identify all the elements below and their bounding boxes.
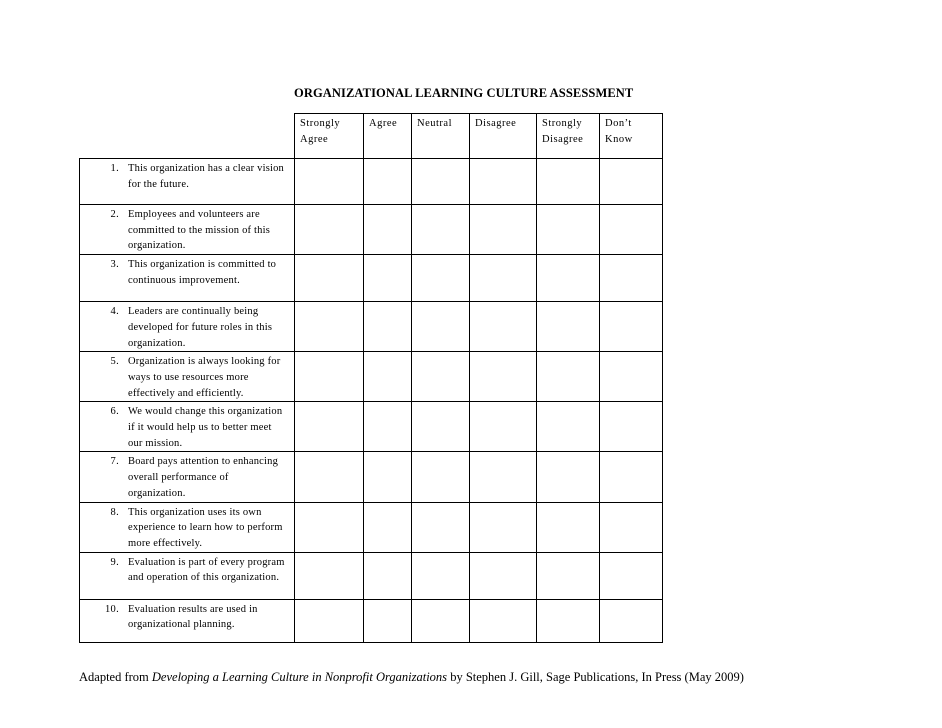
response-cell-agree[interactable]: [364, 159, 412, 205]
header-label-line1: Neutral: [417, 118, 452, 129]
header-neutral: [412, 114, 470, 159]
response-cell-disagree[interactable]: [470, 502, 537, 552]
response-cell-neutral[interactable]: [412, 205, 470, 255]
response-cell-agree[interactable]: [364, 502, 412, 552]
question-cell: [80, 159, 295, 205]
response-cell-agree[interactable]: [364, 205, 412, 255]
header-label-line2: Disagree: [542, 134, 584, 145]
response-cell-strongly-disagree[interactable]: [537, 502, 600, 552]
header-label-line2: Know: [605, 134, 633, 145]
header-label-line1: Strongly: [542, 118, 583, 129]
response-cell-neutral[interactable]: [412, 402, 470, 452]
response-cell-dont-know[interactable]: [600, 452, 663, 502]
header-agree: [364, 114, 412, 159]
response-cell-agree[interactable]: [364, 552, 412, 599]
response-cell-agree[interactable]: [364, 255, 412, 302]
header-label-line1: Don’t: [605, 118, 632, 129]
response-cell-strongly-agree[interactable]: [295, 402, 364, 452]
response-cell-disagree[interactable]: [470, 159, 537, 205]
response-cell-strongly-agree[interactable]: [295, 255, 364, 302]
response-cell-strongly-disagree[interactable]: [537, 552, 600, 599]
question-item: [80, 553, 294, 586]
question-number: 5.: [110, 356, 119, 368]
question-number: 7.: [110, 456, 119, 468]
question-number: 3.: [110, 259, 119, 271]
table-row: [80, 452, 663, 502]
question-item: [80, 402, 294, 451]
response-cell-disagree[interactable]: [470, 402, 537, 452]
response-cell-agree[interactable]: [364, 352, 412, 402]
question-item: [80, 352, 294, 401]
question-cell: [80, 502, 295, 552]
question-text: Evaluation is part of every program and operation of this organization.: [128, 556, 285, 584]
header-blank-cell: [80, 114, 295, 159]
header-disagree: [470, 114, 537, 159]
response-cell-disagree[interactable]: [470, 352, 537, 402]
question-text: Organization is always looking for ways to use resources more effectively and efficiently.: [128, 356, 281, 399]
response-cell-dont-know[interactable]: [600, 502, 663, 552]
header-strongly-agree: [295, 114, 364, 159]
question-number: 2.: [110, 209, 119, 220]
table-row: [80, 599, 663, 642]
question-item: [80, 255, 294, 288]
table-row: [80, 502, 663, 552]
question-cell: [80, 402, 295, 452]
document-title: ORGANIZATIONAL LEARNING CULTURE ASSESSMENT: [294, 86, 634, 100]
question-number: 8.: [110, 506, 119, 518]
table-row: [80, 302, 663, 352]
response-cell-strongly-disagree[interactable]: [537, 599, 600, 642]
table-row: [80, 552, 663, 599]
question-cell: [80, 205, 295, 255]
response-cell-agree[interactable]: [364, 302, 412, 352]
question-item: [80, 159, 294, 192]
assessment-table: [79, 113, 663, 643]
response-cell-strongly-disagree[interactable]: [537, 402, 600, 452]
response-cell-dont-know[interactable]: [600, 352, 663, 402]
response-cell-disagree[interactable]: [470, 255, 537, 302]
response-cell-strongly-disagree[interactable]: [537, 352, 600, 402]
response-cell-strongly-agree[interactable]: [295, 159, 364, 205]
table-row: [80, 255, 663, 302]
response-cell-disagree[interactable]: [470, 452, 537, 502]
response-cell-neutral[interactable]: [412, 452, 470, 502]
header-label-line1: Strongly: [300, 118, 341, 129]
response-cell-dont-know[interactable]: [600, 205, 663, 255]
response-cell-agree[interactable]: [364, 402, 412, 452]
response-cell-strongly-disagree[interactable]: [537, 452, 600, 502]
table-row: [80, 402, 663, 452]
response-cell-dont-know[interactable]: [600, 302, 663, 352]
table-body: [80, 159, 663, 643]
footer-prefix: Adapted from: [79, 670, 152, 684]
response-cell-strongly-agree[interactable]: [295, 302, 364, 352]
question-cell: [80, 552, 295, 599]
response-cell-agree[interactable]: [364, 452, 412, 502]
header-label-line1: Disagree: [475, 118, 517, 129]
question-cell: [80, 599, 295, 642]
question-cell: [80, 255, 295, 302]
response-cell-neutral[interactable]: [412, 502, 470, 552]
footer-book-title: Developing a Learning Culture in Nonprofit Organizations: [151, 670, 448, 684]
response-cell-strongly-agree[interactable]: [295, 552, 364, 599]
response-cell-dont-know[interactable]: [600, 402, 663, 452]
question-text: Leaders are continually being developed for future roles in this organization.: [128, 306, 273, 349]
question-text: Employees and volunteers are committed to the mission of this organization.: [128, 209, 271, 252]
response-cell-neutral[interactable]: [412, 159, 470, 205]
footer-citation: [79, 670, 744, 685]
question-cell: [80, 302, 295, 352]
question-number: 4.: [110, 306, 119, 318]
question-item: [80, 302, 294, 351]
question-text: We would change this organization if it would help us to better meet our mission.: [128, 406, 283, 449]
question-item: [80, 503, 294, 552]
response-cell-dont-know[interactable]: [600, 159, 663, 205]
header-label-line2: Agree: [300, 134, 329, 145]
response-cell-agree[interactable]: [364, 599, 412, 642]
question-cell: [80, 352, 295, 402]
header-dont-know: [600, 114, 663, 159]
response-cell-neutral[interactable]: [412, 255, 470, 302]
response-cell-strongly-disagree[interactable]: [537, 302, 600, 352]
response-cell-strongly-disagree[interactable]: [537, 205, 600, 255]
footer-suffix: by Stephen J. Gill, Sage Publications, In Press (May 2009): [447, 670, 744, 684]
response-cell-strongly-agree[interactable]: [295, 452, 364, 502]
response-cell-disagree[interactable]: [470, 205, 537, 255]
question-text: This organization is committed to continuous improvement.: [128, 259, 277, 286]
question-text: Board pays attention to enhancing overall performance of organization.: [128, 456, 279, 499]
table-header-row: [80, 114, 663, 159]
question-item: [80, 205, 294, 254]
question-number: 9.: [110, 556, 119, 568]
response-cell-neutral[interactable]: [412, 599, 470, 642]
response-cell-strongly-disagree[interactable]: [537, 255, 600, 302]
response-cell-neutral[interactable]: [412, 352, 470, 402]
table-row: [80, 205, 663, 255]
response-cell-strongly-agree[interactable]: [295, 205, 364, 255]
question-text: Evaluation results are used in organizational planning.: [128, 603, 258, 631]
response-cell-strongly-agree[interactable]: [295, 352, 364, 402]
question-cell: [80, 452, 295, 502]
question-item: [80, 452, 294, 501]
question-number: 6.: [110, 406, 119, 418]
response-cell-dont-know[interactable]: [600, 552, 663, 599]
question-item: [80, 600, 294, 633]
table-row: [80, 352, 663, 402]
question-number: 10.: [104, 603, 119, 615]
response-cell-disagree[interactable]: [470, 599, 537, 642]
question-text: This organization uses its own experience to learn how to perform more effectively.: [128, 506, 283, 549]
response-cell-disagree[interactable]: [470, 302, 537, 352]
response-cell-neutral[interactable]: [412, 552, 470, 599]
response-cell-dont-know[interactable]: [600, 599, 663, 642]
response-cell-neutral[interactable]: [412, 302, 470, 352]
response-cell-disagree[interactable]: [470, 552, 537, 599]
response-cell-dont-know[interactable]: [600, 255, 663, 302]
header-label-line1: Agree: [369, 118, 398, 129]
question-number: 1.: [110, 163, 119, 174]
header-strongly-disagree: [537, 114, 600, 159]
response-cell-strongly-agree[interactable]: [295, 502, 364, 552]
table-row: [80, 159, 663, 205]
question-text: This organization has a clear vision for the future.: [128, 163, 285, 190]
response-cell-strongly-agree[interactable]: [295, 599, 364, 642]
response-cell-strongly-disagree[interactable]: [537, 159, 600, 205]
